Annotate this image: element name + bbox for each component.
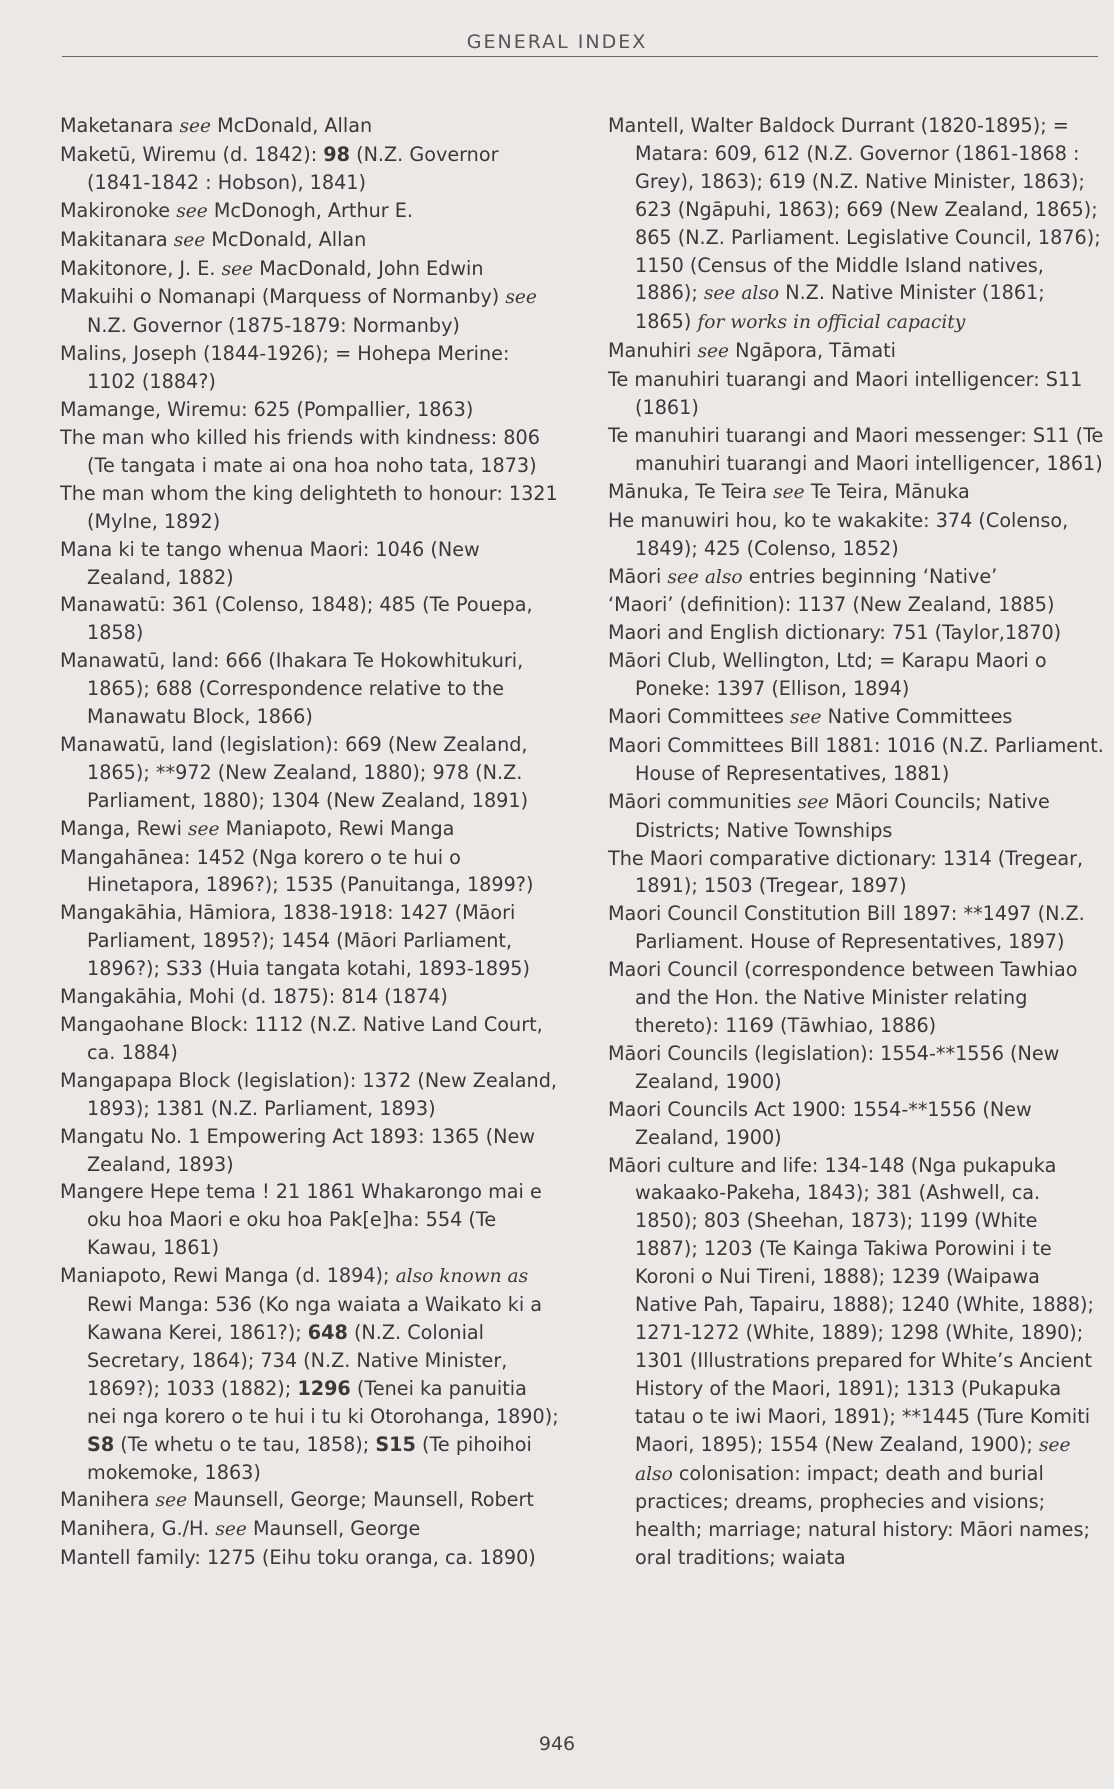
entry-text: Mangahānea: 1452 (Nga korero o te hui o Hinetapora, 1896?); 1535 (Panuitanga, 1899?) [60,845,534,897]
entry-text: Manga, Rewi [60,816,189,840]
entry-text: Manawatū, land: 666 (Ihakara Te Hokowhitukuri, 1865); 688 (Correspondence relative to the Manawatu Block, 1866) [60,649,524,729]
entry-text: ‘Maori’ (definition): 1137 (New Zealand, 1885) [608,593,1055,617]
bold-item-number: S8 [87,1432,115,1456]
index-entry [60,197,560,226]
index-entry [60,591,560,647]
entry-text: Mamange, Wiremu: 625 (Pompallier, 1863) [60,398,474,422]
entry-text: McDonogh, Arthur E. [207,198,413,222]
index-entry [60,226,560,255]
index-entry [60,1262,560,1486]
entry-text: Ngāpora, Tāmati [729,339,896,363]
entry-text: (N.Z. Colonial Secretary, 1864); 734 (N.Z. Native Minister, 1869?); 1033 (1882); [87,1320,508,1400]
index-entry [608,478,1104,507]
entry-text: He manuwiri hou, ko te wakakite: 374 (Colenso, 1849); 425 (Colenso, 1852) [608,508,1069,560]
cross-reference-term: see also [635,1434,1071,1485]
bold-item-number: 1296 [297,1376,351,1400]
index-entry [608,591,1104,619]
entry-text: Makuihi o Nomanapi (Marquess of Normanby) [60,285,506,309]
index-entry [608,366,1104,422]
index-entry [60,255,560,284]
entry-text: Maori Council (correspondence between Tawhiao and the Hon. the Native Minister relating thereto): 1169 (Tāwhiao, 1886) [608,958,1078,1037]
cross-reference-term: see [221,258,254,280]
entry-text: Makitonore, J. E. [60,256,222,280]
entry-text: MacDonald, John Edwin [253,256,484,280]
page-number: 946 [538,1733,576,1755]
entry-text: McDonald, Allan [205,227,367,251]
cross-reference-term: see also [667,566,743,588]
index-entry [608,422,1104,478]
index-entry [608,703,1104,732]
entry-text: Maori Councils Act 1900: 1554-**1556 (New Zealand, 1900) [608,1097,1032,1149]
entry-text: Mānuka, Te Teira [608,479,774,503]
index-entry [60,983,560,1011]
running-head: GENERAL INDEX [466,31,648,53]
entry-text: Maori Council Constitution Bill 1897: **1497 (N.Z. Parliament. House of Representatives, 1897) [608,902,1085,954]
bold-item-number: 648 [307,1320,348,1344]
index-column-right [608,112,1104,1572]
entry-text: N.Z. Governor (1875-1879: Normanby) [87,314,460,338]
entry-text: colonisation: impact; death and burial practices; dreams, prophecies and visions; health; marriage; natural history: Māori names; oral traditions; waiata [635,1461,1090,1570]
entry-text: Māori [608,564,668,588]
index-entry [608,647,1104,703]
entry-text: Mangere Hepe tema ! 21 1861 Whakarongo mai e oku hoa Maori e oku hoa Pak[e]ha: 554 (Te Kawau, 1861) [60,1180,542,1260]
entry-text: (N.Z. Governor (1841-1842 : Hobson), 1841) [87,142,499,194]
index-entry [608,619,1104,647]
index-entry [60,1011,560,1067]
entry-text: (Te pihoihoi mokemoke, 1863) [87,1432,532,1484]
entry-text: Manihera [60,1488,156,1512]
entry-text: Maniapoto, Rewi Manga (d. 1894); [60,1264,396,1288]
index-entry [608,337,1104,366]
index-entry [608,1096,1104,1152]
entry-text: Te Teira, Mānuka [804,479,970,503]
index-entry [608,507,1104,563]
entry-text: Maketū, Wiremu (d. 1842): [60,142,324,166]
entry-text: entries beginning ‘Native’ [742,564,998,588]
cross-reference-term: see [215,1519,247,1541]
index-entry [60,1515,560,1544]
entry-text: Manihera, G./H. [60,1517,216,1541]
entry-text: Maunsell, George [246,1517,421,1541]
entry-text: The man whom the king delighteth to honour: 1321 (Mylne, 1892) [60,481,558,533]
entry-text: (Tenei ka panuitia nei nga korero o te hui i tu ki Otorohanga, 1890); [87,1376,559,1428]
index-entry [608,563,1104,592]
entry-text: Maunsell, George; Maunsell, Robert [187,1488,534,1512]
entry-text: Mangakāhia, Mohi (d. 1875): 814 (1874) [60,985,448,1009]
index-entry [60,340,560,396]
entry-text: Te manuhiri tuarangi and Maori intelligencer: S11 (1861) [608,368,1083,420]
cross-reference-term: see also [703,283,780,305]
entry-text: Māori culture and life: 134-148 (Nga pukapuka wakaako-Pakeha, 1843); 381 (Ashwell, ca. 1850); 803 (Sheehan, 1873); 1199 (White 1887); 1203 (Te Kainga Takiwa Porowini i te Koroni o Nui Tireni, 1888); 1239 (Waipawa Native Pah, Tapairu, 1888); 1240 (White, 1888); 1271-1272 (White, 1889); 1298 (White, 1890); 1301 (Illustrations prepared for White’s Ancient History of the Maori, 1891); 1313 (Pukapuka tatau o te iwi Maori, 1891); **1445 (Ture Komiti Maori, 1895); 1554 (New Zealand, 1900); [608,1153,1094,1456]
index-entry [608,112,1104,337]
index-entry [60,112,560,141]
cross-reference-term: see [155,1490,188,1512]
index-entry [60,815,560,844]
entry-text: Makitanara [60,227,174,251]
entry-text: Rewi Manga: 536 (Ko nga waiata a Waikato ki a Kawana Kerei, 1861?); [87,1293,543,1344]
index-entry [60,647,560,731]
index-entry [60,731,560,815]
entry-text: Māori communities [608,789,798,813]
entry-text: Mantell family: 1275 (Eihu toku oranga, ca. 1890) [60,1546,536,1570]
entry-text: McDonald, Allan [211,114,373,137]
entry-text: N.Z. Native Minister (1861; 1865) [635,281,1045,334]
entry-text: Malins, Joseph (1844-1926); = Hohepa Merine: 1102 (1884?) [60,342,510,394]
cross-reference-term: see [176,200,208,222]
entry-text: Manawatū, land (legislation): 669 (New Zealand, 1865); **972 (New Zealand, 1880); 978 (N.Z. Parliament, 1880); 1304 (New Zealand, 1891) [60,732,529,812]
index-entry [60,899,560,983]
index-entry [608,732,1104,788]
index-entry [60,396,560,424]
entry-text: Mangatu No. 1 Empowering Act 1893: 1365 (New Zealand, 1893) [60,1124,535,1176]
index-entry [60,283,560,340]
entry-text: The Maori comparative dictionary: 1314 (Tregear, 1891); 1503 (Tregear, 1897) [608,846,1084,898]
index-entry [60,1067,560,1123]
index-entry [608,1040,1104,1096]
entry-text: Native Committees [821,705,1013,729]
entry-text: Manuhiri [608,339,698,363]
entry-text: Maori Committees [608,705,790,729]
cross-reference-term: also known as [395,1266,529,1288]
cross-reference-term: for works in official capacity [697,312,966,334]
index-entry [60,1123,560,1179]
index-entry [60,141,560,197]
entry-text: Māori Councils (legislation): 1554-**1556 (New Zealand, 1900) [608,1041,1060,1093]
cross-reference-term: see [505,287,537,309]
bold-item-number: 98 [323,142,350,166]
entry-text: Maniapoto, Rewi Manga [219,816,455,840]
index-entry [60,480,560,536]
cross-reference-term: see [188,818,220,840]
entry-text: Maketanara [60,114,180,137]
entry-text: Māori Club, Wellington, Ltd; = Karapu Maori o Poneke: 1397 (Ellison, 1894) [608,649,1047,701]
entry-text: Makironoke [60,198,177,222]
bold-item-number: S15 [375,1432,416,1456]
index-entry [608,788,1104,845]
cross-reference-term: see [773,481,805,503]
header-rule [62,56,1098,57]
entry-text: Mantell, Walter Baldock Durrant (1820-1895); = Matara: 609, 612 (N.Z. Governor (1861-1868 : Grey), 1863); 619 (N.Z. Native Minister, 1863); 623 (Ngāpuhi, 1863); 669 (New Zealand, 1865); 865 (N.Z. Parliament. Legislative Council, 1876); 1150 (Census of the Middle Island natives, 1886); [608,114,1101,305]
cross-reference-term: see [697,341,730,363]
index-entry [608,1152,1104,1573]
cross-reference-term: see [789,707,822,729]
entry-text: Manawatū: 361 (Colenso, 1848); 485 (Te Pouepa, 1858) [60,593,533,645]
entry-text: Mangapapa Block (legislation): 1372 (New Zealand, 1893); 1381 (N.Z. Parliament, 1893) [60,1068,558,1120]
entry-text: Mangaohane Block: 1112 (N.Z. Native Land Court, ca. 1884) [60,1013,543,1064]
cross-reference-term: see [173,229,206,251]
cross-reference-term: see [179,116,212,137]
entry-text: Māori Councils; Native Districts; Native Townships [635,789,1050,842]
index-entry [60,424,560,480]
index-entry [60,536,560,592]
index-entry [608,845,1104,901]
entry-text: The man who killed his friends with kindness: 806 (Te tangata i mate ai ona hoa noho tata, 1873) [60,425,540,477]
index-entry [60,1178,560,1262]
entry-text: Maori and English dictionary: 751 (Taylor,1870) [608,621,1062,645]
entry-text: Mangakāhia, Hāmiora, 1838-1918: 1427 (Māori Parliament, 1895?); 1454 (Māori Parliament, 1896?); S33 (Huia tangata kotahi, 1893-1895) [60,901,530,981]
entry-text: Maori Committees Bill 1881: 1016 (N.Z. Parliament. House of Representatives, 1881) [608,733,1104,785]
index-entry [60,1544,560,1572]
index-entry [608,956,1104,1040]
cross-reference-term: see [797,791,830,813]
entry-text: Mana ki te tango whenua Maori: 1046 (New Zealand, 1882) [60,537,480,589]
index-entry [60,844,560,900]
index-entry [60,1486,560,1515]
entry-text: Te manuhiri tuarangi and Maori messenger: S11 (Te manuhiri tuarangi and Maori intelligencer, 1861) [608,423,1104,475]
index-entry [608,900,1104,956]
index-column-left [60,112,560,1572]
entry-text: (Te whetu o te tau, 1858); [114,1432,376,1456]
